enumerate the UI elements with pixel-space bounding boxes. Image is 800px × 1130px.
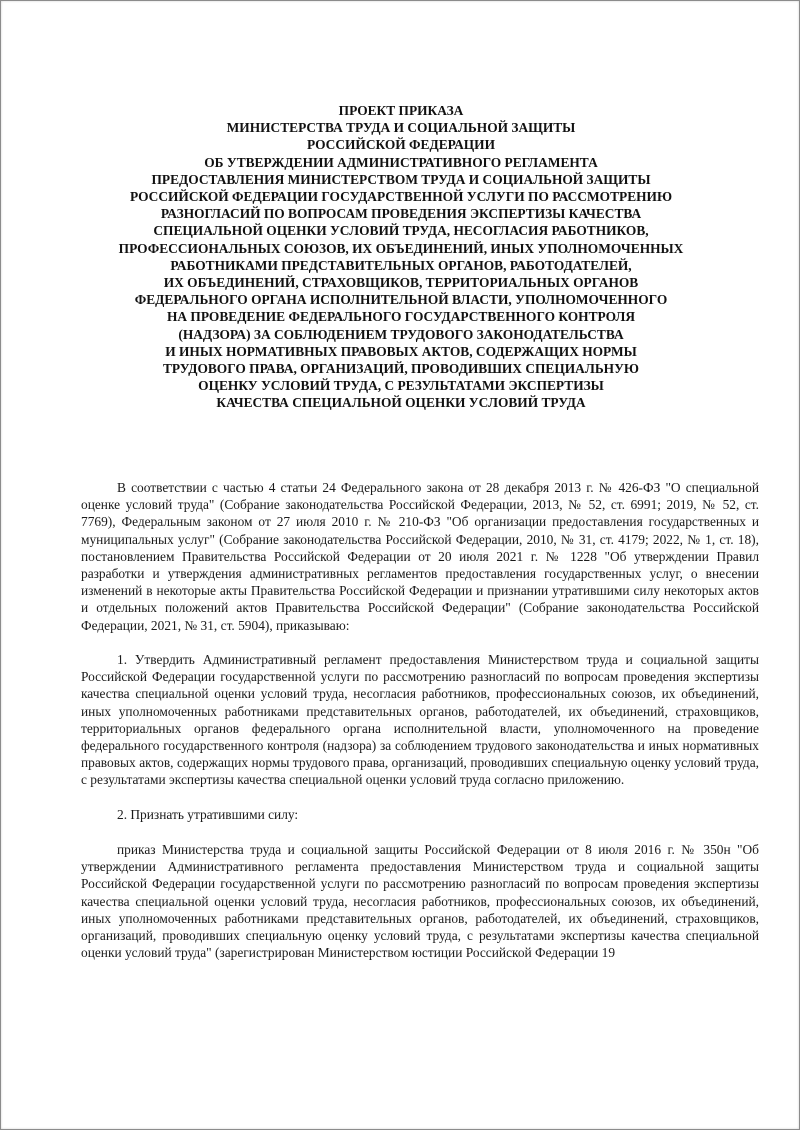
title-line: ОБ УТВЕРЖДЕНИИ АДМИНИСТРАТИВНОГО РЕГЛАМЕНТА bbox=[204, 154, 598, 170]
title-line: МИНИСТЕРСТВА ТРУДА И СОЦИАЛЬНОЙ ЗАЩИТЫ bbox=[226, 120, 576, 136]
preamble-paragraph: В соответствии с частью 4 статьи 24 Федерального закона от 28 декабря 2013 г. № 426-ФЗ "О специальной оценке условий труда" (Собрание законодательства Российской Федерации, 2013, № 52, ст. 6991; 2019, № 52, ст. 7769), Федеральным законом от 27 июля 2010 г. № 210-ФЗ "Об организации предоставления государственных и муниципальных услуг" (Собрание законодательства Российской Федерации, 2010, № 31, ст. 4179; 2022, № 1, ст. 18), постановлением Правительства Российской Федерации от 20 июля 2021 г. № 1228 "Об утверждении Правил разработки и утверждения административных регламентов предоставления государственных услуг, о внесении изменений в некоторые акты Правительства Российской Федерации и признании утратившими силу некоторых актов и отдельных положений актов Правительства Российской Федерации" (Собрание законодательства Российской Федерации, 2021, № 31, ст. 5904), приказываю: bbox=[81, 480, 759, 633]
title-line: ИХ ОБЪЕДИНЕНИЙ, СТРАХОВЩИКОВ, ТЕРРИТОРИАЛЬНЫХ ОРГАНОВ bbox=[163, 275, 639, 291]
title-line: СПЕЦИАЛЬНОЙ ОЦЕНКИ УСЛОВИЙ ТРУДА, НЕСОГЛАСИЯ РАБОТНИКОВ, bbox=[153, 223, 649, 239]
title-line: ПРОФЕССИОНАЛЬНЫХ СОЮЗОВ, ИХ ОБЪЕДИНЕНИЙ, ИНЫХ УПОЛНОМОЧЕННЫХ bbox=[118, 240, 684, 256]
document-body bbox=[81, 479, 759, 979]
item-2-text-paragraph: приказ Министерства труда и социальной защиты Российской Федерации от 8 июля 2016 г. № 350н "Об утверждении Административного регламента предоставления Министерством труда и социальной защиты Российской Федерации государственной услуги по рассмотрению разногласий по вопросам проведения экспертизы качества специальной оценки условий труда, несогласия работников, профессиональных союзов, их объединений, иных уполномоченных работниками представительных органов, работодателей, их объединений, страховщиков, организаций, проводивших специальную оценку условий труда, с результатами экспертизы качества специальной оценки условий труда" (зарегистрирован Министерством юстиции Российской Федерации 19 bbox=[81, 842, 759, 961]
title-line: НА ПРОВЕДЕНИЕ ФЕДЕРАЛЬНОГО ГОСУДАРСТВЕННОГО КОНТРОЛЯ bbox=[166, 309, 636, 325]
title-line: (НАДЗОРА) ЗА СОБЛЮДЕНИЕМ ТРУДОВОГО ЗАКОНОДАТЕЛЬСТВА bbox=[178, 326, 624, 342]
title-line: ОЦЕНКУ УСЛОВИЙ ТРУДА, С РЕЗУЛЬТАТАМИ ЭКСПЕРТИЗЫ bbox=[198, 378, 604, 394]
title-line: КАЧЕСТВА СПЕЦИАЛЬНОЙ ОЦЕНКИ УСЛОВИЙ ТРУДА bbox=[216, 395, 586, 411]
document-title bbox=[81, 102, 721, 412]
item-1-paragraph: 1. Утвердить Административный регламент предоставления Министерством труда и социальной защиты Российской Федерации государственной услуги по рассмотрению разногласий по вопросам проведения экспертизы качества специальной оценки условий труда, несогласия работников, профессиональных союзов, их объединений, иных уполномоченных работниками представительных органов, работодателей, их объединений, страховщиков, территориальных органов федерального органа исполнительной власти, уполномоченного на проведение федерального государственного контроля (надзора) за соблюдением трудового законодательства и иных нормативных правовых актов, содержащих нормы трудового права, организаций, проводивших специальную оценку условий труда, с результатами экспертизы качества специальной оценки условий труда согласно приложению. bbox=[81, 652, 759, 788]
title-line: ФЕДЕРАЛЬНОГО ОРГАНА ИСПОЛНИТЕЛЬНОЙ ВЛАСТИ, УПОЛНОМОЧЕННОГО bbox=[134, 292, 668, 308]
title-line: РАБОТНИКАМИ ПРЕДСТАВИТЕЛЬНЫХ ОРГАНОВ, РАБОТОДАТЕЛЕЙ, bbox=[170, 257, 632, 273]
title-line: РАЗНОГЛАСИЙ ПО ВОПРОСАМ ПРОВЕДЕНИЯ ЭКСПЕРТИЗЫ КАЧЕСТВА bbox=[160, 206, 642, 222]
title-line: ПРЕДОСТАВЛЕНИЯ МИНИСТЕРСТВОМ ТРУДА И СОЦИАЛЬНОЙ ЗАЩИТЫ bbox=[151, 171, 651, 187]
title-line: И ИНЫХ НОРМАТИВНЫХ ПРАВОВЫХ АКТОВ, СОДЕРЖАЩИХ НОРМЫ bbox=[165, 343, 637, 359]
title-line: РОССИЙСКОЙ ФЕДЕРАЦИИ ГОСУДАРСТВЕННОЙ УСЛУГИ ПО РАССМОТРЕНИЮ bbox=[129, 189, 673, 205]
title-line: РОССИЙСКОЙ ФЕДЕРАЦИИ bbox=[306, 137, 496, 153]
title-line: ТРУДОВОГО ПРАВА, ОРГАНИЗАЦИЙ, ПРОВОДИВШИХ СПЕЦИАЛЬНУЮ bbox=[163, 361, 639, 377]
item-2-paragraph: 2. Признать утратившими силу: bbox=[117, 806, 299, 822]
title-line: ПРОЕКТ ПРИКАЗА bbox=[338, 103, 464, 118]
